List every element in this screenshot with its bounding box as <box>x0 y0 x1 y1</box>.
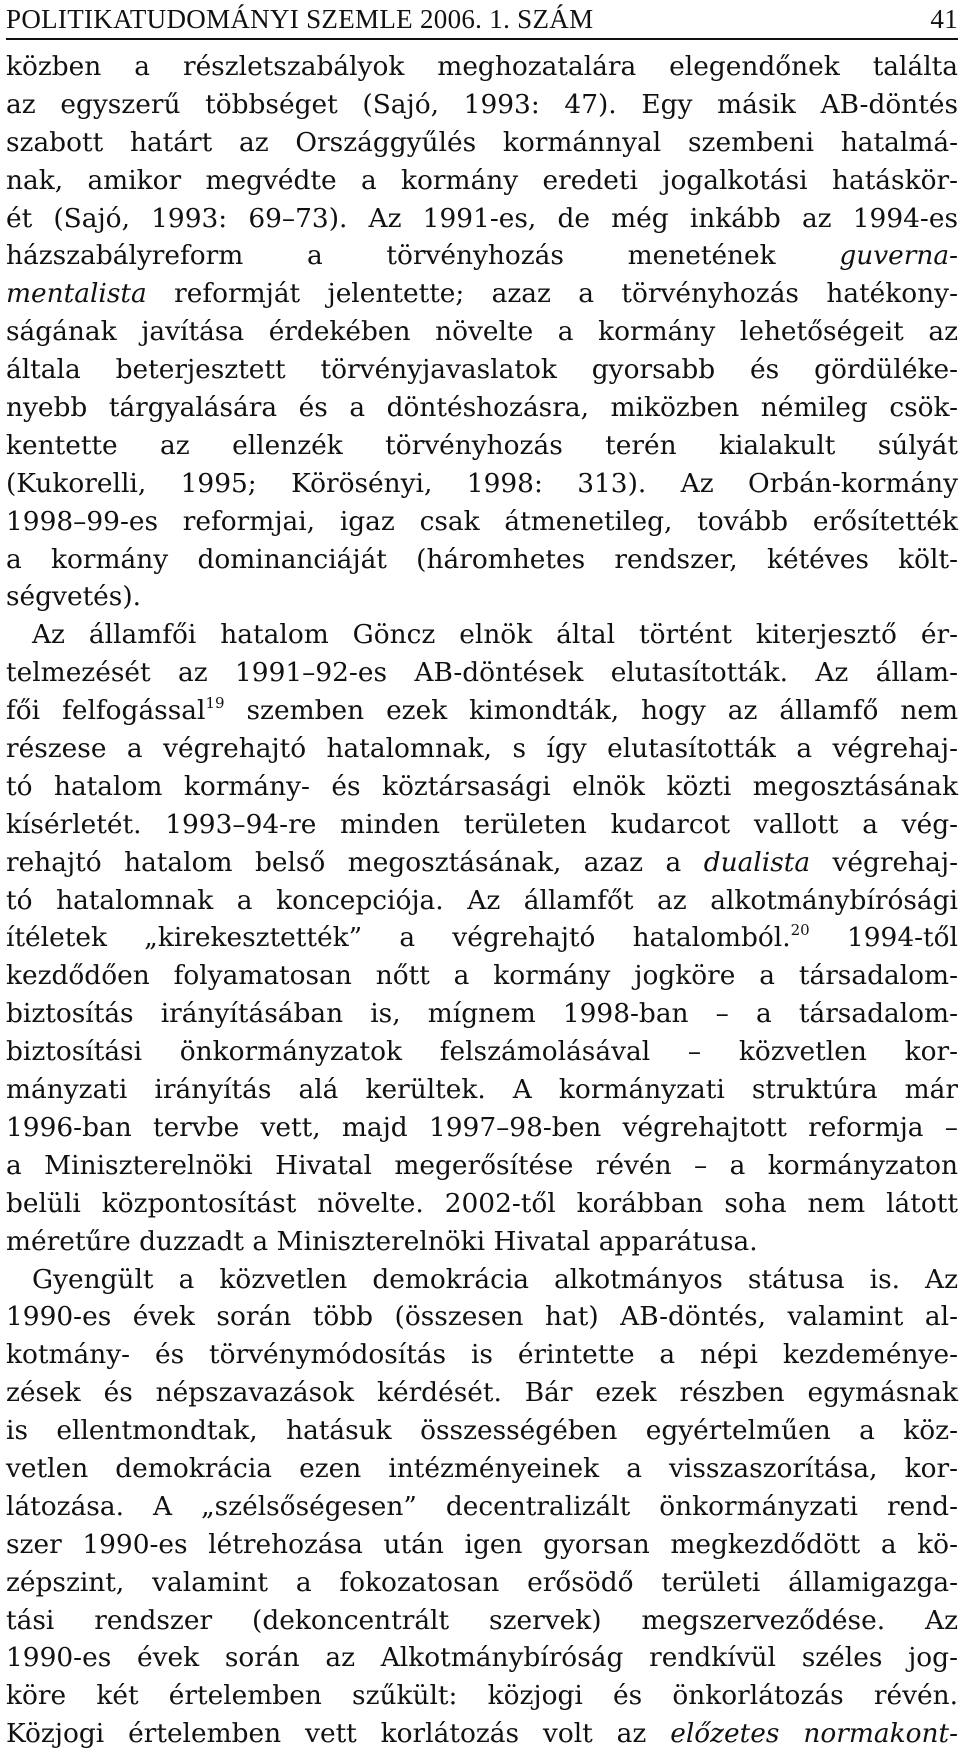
document-page <box>6 0 958 1753</box>
text-line: a kormány dominanciáját (háromhetes rendszer, kétéves költ- <box>6 543 958 575</box>
text-line: vetlen demokrácia ezen intézményeinek a visszaszorítása, kor- <box>6 1452 958 1484</box>
text-line: zések és népszavazások kérdését. Bár ezek részben egymásnak <box>6 1377 958 1409</box>
text-line: ságának javítása érdekében növelte a kormány lehetőségeit az <box>6 316 958 348</box>
text-run: Közjogi értelemben vett korlátozás volt az <box>6 1718 671 1750</box>
footnote-marker-19[interactable]: 19 <box>205 694 225 713</box>
text-run: reformját jelentette; azaz a törvényhozás hatékony- <box>146 278 958 310</box>
text-line: kentette az ellenzék törvényhozás terén kialakult súlyát <box>6 429 958 461</box>
text-line: (Kukorelli, 1995; Körösényi, 1998: 313). Az Orbán-kormány <box>6 467 958 499</box>
text-line: a Miniszterelnöki Hivatal megerősítése révén – a kormányzaton <box>6 1149 958 1181</box>
text-line: zépszint, valamint a fokozatosan erősödő területi államigazga- <box>6 1566 958 1598</box>
text-line: kísérletét. 1993–94-re minden területen kudarcot vallott a vég- <box>6 808 958 840</box>
text-line: közben a részletszabályok meghozatalára elegendőnek találta <box>6 51 958 82</box>
text-line: tási rendszer (dekoncentrált szervek) megszerveződése. Az <box>6 1604 958 1636</box>
text-line <box>6 919 958 957</box>
text-line: ét (Sajó, 1993: 69–73). Az 1991-es, de még inkább az 1994-es <box>6 202 958 234</box>
text-line: részese a végrehajtó hatalomnak, s így elutasították a végrehaj- <box>6 733 958 765</box>
text-line: telmezését az 1991–92-es AB-döntések elutasították. Az állam- <box>6 657 958 689</box>
text-line: köre két értelemben szűkült: közjogi és önkorlátozás révén. <box>6 1680 958 1712</box>
text-line-paragraph-start: Gyengült a közvetlen demokrácia alkotmányos státusa is. Az <box>32 1263 958 1295</box>
italic-term-guvernamentalista-cont: mentalista <box>6 278 147 310</box>
text-line: 1990-es évek során az Alkotmánybíróság rendkívül széles jog- <box>6 1642 958 1674</box>
text-line: méretűre duzzadt a Miniszterelnöki Hivatal apparátusa. <box>6 1225 758 1257</box>
text-line: belüli központosítást növelte. 2002-től korábban soha nem látott <box>6 1187 958 1219</box>
text-line <box>6 692 958 730</box>
text-run: rehajtó hatalom belső megosztásának, azaz a <box>6 846 704 878</box>
text-line: szabott határt az Országgyűlés kormánnyal szembeni hatalmá- <box>6 126 958 158</box>
text-line: nyebb tárgyalására és a döntéshozásra, miközben némileg csök- <box>6 392 958 424</box>
text-run: 1994-től <box>809 922 958 954</box>
text-line-paragraph-start: Az államfői hatalom Göncz elnök által történt kiterjesztő ér- <box>32 619 958 651</box>
text-line: kezdődően folyamatosan nőtt a kormány jogköre a társadalom- <box>6 960 958 992</box>
text-line <box>6 1715 958 1753</box>
text-line: 1996-ban tervbe vett, majd 1997–98-ben végrehajtott reformja – <box>6 1111 958 1143</box>
text-line: nak, amikor megvédte a kormány eredeti jogalkotási hatáskör- <box>6 164 958 196</box>
text-line <box>6 237 958 275</box>
page-number: 41 <box>930 4 958 34</box>
text-line <box>6 844 958 882</box>
text-run: ítéletek „kirekesztették” a végrehajtó hatalomból. <box>6 922 791 954</box>
text-line <box>6 275 958 313</box>
text-line: látozása. A „szélsőségesen” decentralizált önkormányzati rend- <box>6 1490 958 1522</box>
italic-term-dualista: dualista <box>703 846 811 878</box>
text-line: biztosítási önkormányzatok felszámolásával – közvetlen kor- <box>6 1036 958 1068</box>
text-line: szer 1990-es létrehozása után igen gyorsan megkezdődött a kö- <box>6 1528 958 1560</box>
footnote-marker-20[interactable]: 20 <box>790 921 810 940</box>
text-line: biztosítás irányításában is, mígnem 1998-ban – a társadalom- <box>6 998 958 1030</box>
text-line: általa beterjesztett törvényjavaslatok gyorsabb és gördüléke- <box>6 354 958 386</box>
text-run: szemben ezek kimondták, hogy az államfő nem <box>224 695 958 727</box>
italic-term-guvernamentalista: guverna- <box>839 240 958 272</box>
text-line: tó hatalomnak a koncepciója. Az államfőt az alkotmánybírósági <box>6 884 958 916</box>
running-head <box>6 0 958 40</box>
text-run: végrehaj- <box>810 846 959 878</box>
text-line: is ellentmondtak, hatásuk összességében egyértelműen a köz- <box>6 1415 958 1447</box>
text-line: 1990-es évek során több (összesen hat) AB-döntés, valamint al- <box>6 1301 958 1333</box>
text-line: az egyszerű többséget (Sajó, 1993: 47). Egy másik AB-döntés <box>6 88 958 120</box>
text-run: házszabályreform a törvényhozás menetének <box>6 240 840 272</box>
text-line: 1998–99-es reformjai, igaz csak átmenetileg, tovább erősítették <box>6 505 958 537</box>
body-text <box>6 48 958 1753</box>
text-line: ségvetés). <box>6 581 142 613</box>
journal-title: POLITIKATUDOMÁNYI SZEMLE 2006. 1. SZÁM <box>6 4 594 34</box>
text-run: fői felfogással <box>6 695 206 727</box>
italic-term-elozetes-normakontroll: előzetes normakont- <box>670 1718 958 1750</box>
text-line: tó hatalom kormány- és köztársasági elnök közti megosztásának <box>6 770 958 802</box>
text-line: mányzati irányítás alá kerültek. A kormányzati struktúra már <box>6 1074 958 1106</box>
text-line: kotmány- és törvénymódosítás is érintette a népi kezdeménye- <box>6 1339 958 1371</box>
